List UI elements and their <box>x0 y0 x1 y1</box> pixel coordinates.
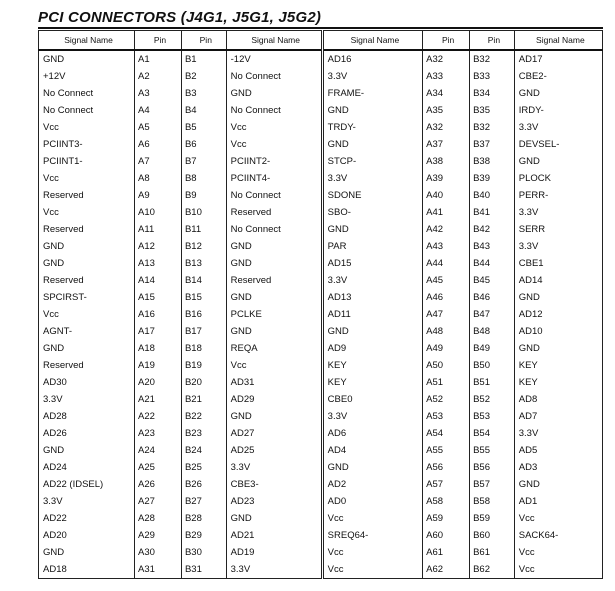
pin-a-cell: A46 <box>423 289 470 306</box>
title-rule <box>38 27 603 29</box>
signal-name-cell: 3.3V <box>39 493 135 510</box>
signal-name-cell: Vcc <box>39 306 135 323</box>
pin-b-cell: B34 <box>470 85 515 102</box>
signal-name-cell: AD30 <box>39 374 135 391</box>
signal-name-cell: KEY <box>322 357 423 374</box>
signal-name-cell: SBO- <box>322 204 423 221</box>
signal-name-cell: GND <box>226 85 322 102</box>
signal-name-cell: AD29 <box>226 391 322 408</box>
signal-name-cell: GND <box>322 323 423 340</box>
pin-a-cell: A37 <box>423 136 470 153</box>
signal-name-cell: AD16 <box>322 50 423 68</box>
signal-name-cell: IRDY- <box>514 102 602 119</box>
signal-name-cell: FRAME- <box>322 85 423 102</box>
table-header-row <box>39 31 603 51</box>
signal-name-cell: CBE3- <box>226 476 322 493</box>
pin-b-cell: B23 <box>181 425 226 442</box>
signal-name-cell: GND <box>514 85 602 102</box>
signal-name-cell: 3.3V <box>514 425 602 442</box>
table-row <box>39 68 603 85</box>
pin-a-cell: A5 <box>135 119 182 136</box>
signal-name-cell: Vcc <box>514 544 602 561</box>
table-row <box>39 136 603 153</box>
table-row <box>39 459 603 476</box>
pin-a-cell: A31 <box>135 561 182 579</box>
pin-b-cell: B21 <box>181 391 226 408</box>
pin-b-cell: B19 <box>181 357 226 374</box>
signal-name-cell: AD13 <box>322 289 423 306</box>
signal-name-cell: PERR- <box>514 187 602 204</box>
pin-a-cell: A43 <box>423 238 470 255</box>
pin-a-cell: A9 <box>135 187 182 204</box>
signal-name-cell: AD5 <box>514 442 602 459</box>
signal-name-cell: AD15 <box>322 255 423 272</box>
pin-a-cell: A4 <box>135 102 182 119</box>
signal-name-cell: Reserved <box>226 272 322 289</box>
table-row <box>39 476 603 493</box>
pin-b-cell: B17 <box>181 323 226 340</box>
pin-b-cell: B8 <box>181 170 226 187</box>
pin-b-cell: B58 <box>470 493 515 510</box>
table-row <box>39 442 603 459</box>
pin-a-cell: A24 <box>135 442 182 459</box>
table-row <box>39 527 603 544</box>
pin-a-cell: A54 <box>423 425 470 442</box>
signal-name-cell: GND <box>226 255 322 272</box>
signal-name-cell: GND <box>226 408 322 425</box>
signal-name-cell: AD20 <box>39 527 135 544</box>
pin-a-cell: A26 <box>135 476 182 493</box>
signal-name-cell: AD11 <box>322 306 423 323</box>
signal-name-cell: SACK64- <box>514 527 602 544</box>
pin-b-cell: B35 <box>470 102 515 119</box>
pin-a-cell: A60 <box>423 527 470 544</box>
signal-name-cell: AGNT- <box>39 323 135 340</box>
pin-b-cell: B30 <box>181 544 226 561</box>
signal-name-cell: AD22 <box>39 510 135 527</box>
signal-name-cell: AD26 <box>39 425 135 442</box>
pin-a-cell: A38 <box>423 153 470 170</box>
pin-a-cell: A27 <box>135 493 182 510</box>
pin-b-cell: B12 <box>181 238 226 255</box>
signal-name-cell: 3.3V <box>226 459 322 476</box>
signal-name-cell: PAR <box>322 238 423 255</box>
pin-b-cell: B31 <box>181 561 226 579</box>
signal-name-cell: Vcc <box>322 561 423 579</box>
pin-a-cell: A23 <box>135 425 182 442</box>
pin-b-cell: B38 <box>470 153 515 170</box>
signal-name-cell: STCP- <box>322 153 423 170</box>
pin-b-cell: B54 <box>470 425 515 442</box>
pin-a-cell: A47 <box>423 306 470 323</box>
signal-name-cell: GND <box>39 442 135 459</box>
signal-name-cell: AD4 <box>322 442 423 459</box>
pin-b-cell: B2 <box>181 68 226 85</box>
signal-name-cell: GND <box>514 153 602 170</box>
pin-a-cell: A33 <box>423 68 470 85</box>
signal-name-cell: Vcc <box>39 119 135 136</box>
signal-name-cell: AD12 <box>514 306 602 323</box>
table-row <box>39 323 603 340</box>
signal-name-cell: GND <box>39 255 135 272</box>
signal-name-cell: GND <box>514 289 602 306</box>
signal-name-cell: SERR <box>514 221 602 238</box>
pin-a-cell: A19 <box>135 357 182 374</box>
signal-name-cell: GND <box>514 340 602 357</box>
signal-name-cell: Reserved <box>39 187 135 204</box>
table-row <box>39 272 603 289</box>
signal-name-cell: No Connect <box>39 85 135 102</box>
pin-a-cell: A53 <box>423 408 470 425</box>
pin-a-cell: A59 <box>423 510 470 527</box>
pin-b-cell: B60 <box>470 527 515 544</box>
signal-name-cell: No Connect <box>39 102 135 119</box>
pin-a-cell: A3 <box>135 85 182 102</box>
table-row <box>39 204 603 221</box>
signal-name-cell: GND <box>226 238 322 255</box>
pin-b-cell: B47 <box>470 306 515 323</box>
signal-name-cell: Reserved <box>39 272 135 289</box>
table-row <box>39 170 603 187</box>
table-row <box>39 85 603 102</box>
signal-name-cell: AD14 <box>514 272 602 289</box>
pin-a-cell: A7 <box>135 153 182 170</box>
header-pin: Pin <box>423 31 470 51</box>
signal-name-cell: PCIINT3- <box>39 136 135 153</box>
pin-b-cell: B9 <box>181 187 226 204</box>
header-signal-name: Signal Name <box>226 31 322 51</box>
pin-b-cell: B37 <box>470 136 515 153</box>
pin-b-cell: B11 <box>181 221 226 238</box>
signal-name-cell: 3.3V <box>322 68 423 85</box>
pin-a-cell: A21 <box>135 391 182 408</box>
pin-a-cell: A57 <box>423 476 470 493</box>
pin-a-cell: A44 <box>423 255 470 272</box>
signal-name-cell: AD6 <box>322 425 423 442</box>
signal-name-cell: PCIINT2- <box>226 153 322 170</box>
signal-name-cell: KEY <box>322 374 423 391</box>
pin-b-cell: B56 <box>470 459 515 476</box>
page-title: PCI CONNECTORS (J4G1, J5G1, J5G2) <box>38 9 322 26</box>
signal-name-cell: REQA <box>226 340 322 357</box>
signal-name-cell: GND <box>39 340 135 357</box>
signal-name-cell: GND <box>226 323 322 340</box>
pin-b-cell: B48 <box>470 323 515 340</box>
pin-b-cell: B57 <box>470 476 515 493</box>
signal-name-cell: GND <box>322 136 423 153</box>
signal-name-cell: No Connect <box>226 187 322 204</box>
signal-name-cell: AD17 <box>514 50 602 68</box>
signal-name-cell: 3.3V <box>322 170 423 187</box>
signal-name-cell: Reserved <box>226 204 322 221</box>
signal-name-cell: KEY <box>514 374 602 391</box>
signal-name-cell: +12V <box>39 68 135 85</box>
pin-b-cell: B46 <box>470 289 515 306</box>
pin-b-cell: B25 <box>181 459 226 476</box>
pin-b-cell: B28 <box>181 510 226 527</box>
signal-name-cell: CBE1 <box>514 255 602 272</box>
pin-b-cell: B49 <box>470 340 515 357</box>
signal-name-cell: Vcc <box>226 136 322 153</box>
table-row <box>39 408 603 425</box>
table-row <box>39 102 603 119</box>
signal-name-cell: AD21 <box>226 527 322 544</box>
signal-name-cell: No Connect <box>226 102 322 119</box>
pin-a-cell: A18 <box>135 340 182 357</box>
signal-name-cell: AD24 <box>39 459 135 476</box>
pin-a-cell: A55 <box>423 442 470 459</box>
pin-b-cell: B3 <box>181 85 226 102</box>
pin-a-cell: A29 <box>135 527 182 544</box>
signal-name-cell: PLOCK <box>514 170 602 187</box>
pin-table <box>38 30 603 579</box>
pin-a-cell: A15 <box>135 289 182 306</box>
pin-b-cell: B52 <box>470 391 515 408</box>
pin-a-cell: A25 <box>135 459 182 476</box>
signal-name-cell: GND <box>514 476 602 493</box>
pin-b-cell: B40 <box>470 187 515 204</box>
signal-name-cell: TRDY- <box>322 119 423 136</box>
pin-a-cell: A6 <box>135 136 182 153</box>
signal-name-cell: No Connect <box>226 221 322 238</box>
pin-a-cell: A10 <box>135 204 182 221</box>
header-pin: Pin <box>135 31 182 51</box>
pin-a-cell: A56 <box>423 459 470 476</box>
signal-name-cell: AD25 <box>226 442 322 459</box>
signal-name-cell: PCIINT1- <box>39 153 135 170</box>
signal-name-cell: Vcc <box>322 510 423 527</box>
pin-b-cell: B14 <box>181 272 226 289</box>
pin-a-cell: A51 <box>423 374 470 391</box>
pin-a-cell: A8 <box>135 170 182 187</box>
pin-b-cell: B10 <box>181 204 226 221</box>
pin-b-cell: B22 <box>181 408 226 425</box>
signal-name-cell: 3.3V <box>514 238 602 255</box>
pin-a-cell: A16 <box>135 306 182 323</box>
pin-b-cell: B29 <box>181 527 226 544</box>
pin-a-cell: A30 <box>135 544 182 561</box>
signal-name-cell: 3.3V <box>322 408 423 425</box>
signal-name-cell: CBE2- <box>514 68 602 85</box>
pin-b-cell: B61 <box>470 544 515 561</box>
pin-a-cell: A22 <box>135 408 182 425</box>
pin-b-cell: B20 <box>181 374 226 391</box>
pin-a-cell: A48 <box>423 323 470 340</box>
signal-name-cell: 3.3V <box>322 272 423 289</box>
pin-a-cell: A61 <box>423 544 470 561</box>
signal-name-cell: -12V <box>226 50 322 68</box>
signal-name-cell: GND <box>39 544 135 561</box>
table-row <box>39 306 603 323</box>
table-row <box>39 119 603 136</box>
signal-name-cell: AD19 <box>226 544 322 561</box>
table-row <box>39 374 603 391</box>
pin-b-cell: B44 <box>470 255 515 272</box>
signal-name-cell: AD9 <box>322 340 423 357</box>
pin-a-cell: A32 <box>423 50 470 68</box>
pin-b-cell: B51 <box>470 374 515 391</box>
pin-a-cell: A42 <box>423 221 470 238</box>
pin-b-cell: B53 <box>470 408 515 425</box>
pin-a-cell: A2 <box>135 68 182 85</box>
signal-name-cell: Vcc <box>39 170 135 187</box>
pin-a-cell: A40 <box>423 187 470 204</box>
signal-name-cell: DEVSEL- <box>514 136 602 153</box>
pin-b-cell: B1 <box>181 50 226 68</box>
signal-name-cell: KEY <box>514 357 602 374</box>
signal-name-cell: AD10 <box>514 323 602 340</box>
signal-name-cell: No Connect <box>226 68 322 85</box>
pin-a-cell: A1 <box>135 50 182 68</box>
header-pin: Pin <box>470 31 515 51</box>
signal-name-cell: AD22 (IDSEL) <box>39 476 135 493</box>
pin-b-cell: B42 <box>470 221 515 238</box>
pin-b-cell: B18 <box>181 340 226 357</box>
signal-name-cell: Vcc <box>322 544 423 561</box>
pin-a-cell: A58 <box>423 493 470 510</box>
header-signal-name: Signal Name <box>514 31 602 51</box>
pin-b-cell: B41 <box>470 204 515 221</box>
signal-name-cell: AD2 <box>322 476 423 493</box>
signal-name-cell: SREQ64- <box>322 527 423 544</box>
signal-name-cell: AD28 <box>39 408 135 425</box>
pin-b-cell: B5 <box>181 119 226 136</box>
signal-name-cell: PCLKE <box>226 306 322 323</box>
signal-name-cell: Vcc <box>39 204 135 221</box>
pin-b-cell: B13 <box>181 255 226 272</box>
table-row <box>39 221 603 238</box>
pin-b-cell: B43 <box>470 238 515 255</box>
signal-name-cell: Reserved <box>39 357 135 374</box>
pin-a-cell: A20 <box>135 374 182 391</box>
pin-a-cell: A28 <box>135 510 182 527</box>
pin-b-cell: B27 <box>181 493 226 510</box>
pin-b-cell: B32 <box>470 50 515 68</box>
header-signal-name: Signal Name <box>39 31 135 51</box>
table-row <box>39 255 603 272</box>
signal-name-cell: CBE0 <box>322 391 423 408</box>
pin-a-cell: A34 <box>423 85 470 102</box>
pin-b-cell: B55 <box>470 442 515 459</box>
pin-a-cell: A17 <box>135 323 182 340</box>
pin-a-cell: A39 <box>423 170 470 187</box>
pin-b-cell: B7 <box>181 153 226 170</box>
signal-name-cell: SDONE <box>322 187 423 204</box>
pin-b-cell: B32 <box>470 119 515 136</box>
pin-b-cell: B33 <box>470 68 515 85</box>
signal-name-cell: AD1 <box>514 493 602 510</box>
header-signal-name: Signal Name <box>322 31 423 51</box>
table-row <box>39 50 603 68</box>
pin-a-cell: A32 <box>423 119 470 136</box>
signal-name-cell: AD7 <box>514 408 602 425</box>
signal-name-cell: AD0 <box>322 493 423 510</box>
table-row <box>39 340 603 357</box>
signal-name-cell: 3.3V <box>514 204 602 221</box>
signal-name-cell: SPCIRST- <box>39 289 135 306</box>
pin-b-cell: B26 <box>181 476 226 493</box>
pin-a-cell: A45 <box>423 272 470 289</box>
signal-name-cell: 3.3V <box>39 391 135 408</box>
table-row <box>39 357 603 374</box>
table-row <box>39 493 603 510</box>
pin-b-cell: B39 <box>470 170 515 187</box>
table-row <box>39 391 603 408</box>
pin-b-cell: B6 <box>181 136 226 153</box>
signal-name-cell: AD3 <box>514 459 602 476</box>
table-row <box>39 544 603 561</box>
pin-a-cell: A41 <box>423 204 470 221</box>
signal-name-cell: AD31 <box>226 374 322 391</box>
table-row <box>39 187 603 204</box>
table-row <box>39 153 603 170</box>
pin-b-cell: B45 <box>470 272 515 289</box>
signal-name-cell: GND <box>39 238 135 255</box>
signal-name-cell: Vcc <box>226 357 322 374</box>
signal-name-cell: GND <box>226 510 322 527</box>
signal-name-cell: AD27 <box>226 425 322 442</box>
table-row <box>39 238 603 255</box>
signal-name-cell: Vcc <box>226 119 322 136</box>
pin-a-cell: A62 <box>423 561 470 579</box>
signal-name-cell: Vcc <box>514 510 602 527</box>
signal-name-cell: PCIINT4- <box>226 170 322 187</box>
pin-a-cell: A12 <box>135 238 182 255</box>
signal-name-cell: GND <box>322 221 423 238</box>
signal-name-cell: GND <box>322 102 423 119</box>
pin-b-cell: B24 <box>181 442 226 459</box>
signal-name-cell: Vcc <box>514 561 602 579</box>
signal-name-cell: Reserved <box>39 221 135 238</box>
pin-b-cell: B4 <box>181 102 226 119</box>
signal-name-cell: AD23 <box>226 493 322 510</box>
signal-name-cell: AD8 <box>514 391 602 408</box>
table-row <box>39 425 603 442</box>
pin-a-cell: A50 <box>423 357 470 374</box>
header-pin: Pin <box>181 31 226 51</box>
table-row <box>39 289 603 306</box>
signal-name-cell: GND <box>39 50 135 68</box>
signal-name-cell: 3.3V <box>514 119 602 136</box>
pin-a-cell: A11 <box>135 221 182 238</box>
table-row <box>39 561 603 579</box>
signal-name-cell: AD18 <box>39 561 135 579</box>
pin-b-cell: B59 <box>470 510 515 527</box>
pin-b-cell: B15 <box>181 289 226 306</box>
pin-b-cell: B62 <box>470 561 515 579</box>
pin-a-cell: A35 <box>423 102 470 119</box>
pin-a-cell: A13 <box>135 255 182 272</box>
pin-a-cell: A14 <box>135 272 182 289</box>
pin-b-cell: B16 <box>181 306 226 323</box>
signal-name-cell: GND <box>226 289 322 306</box>
pin-b-cell: B50 <box>470 357 515 374</box>
table-row <box>39 510 603 527</box>
pin-a-cell: A49 <box>423 340 470 357</box>
signal-name-cell: 3.3V <box>226 561 322 579</box>
pin-a-cell: A52 <box>423 391 470 408</box>
signal-name-cell: GND <box>322 459 423 476</box>
